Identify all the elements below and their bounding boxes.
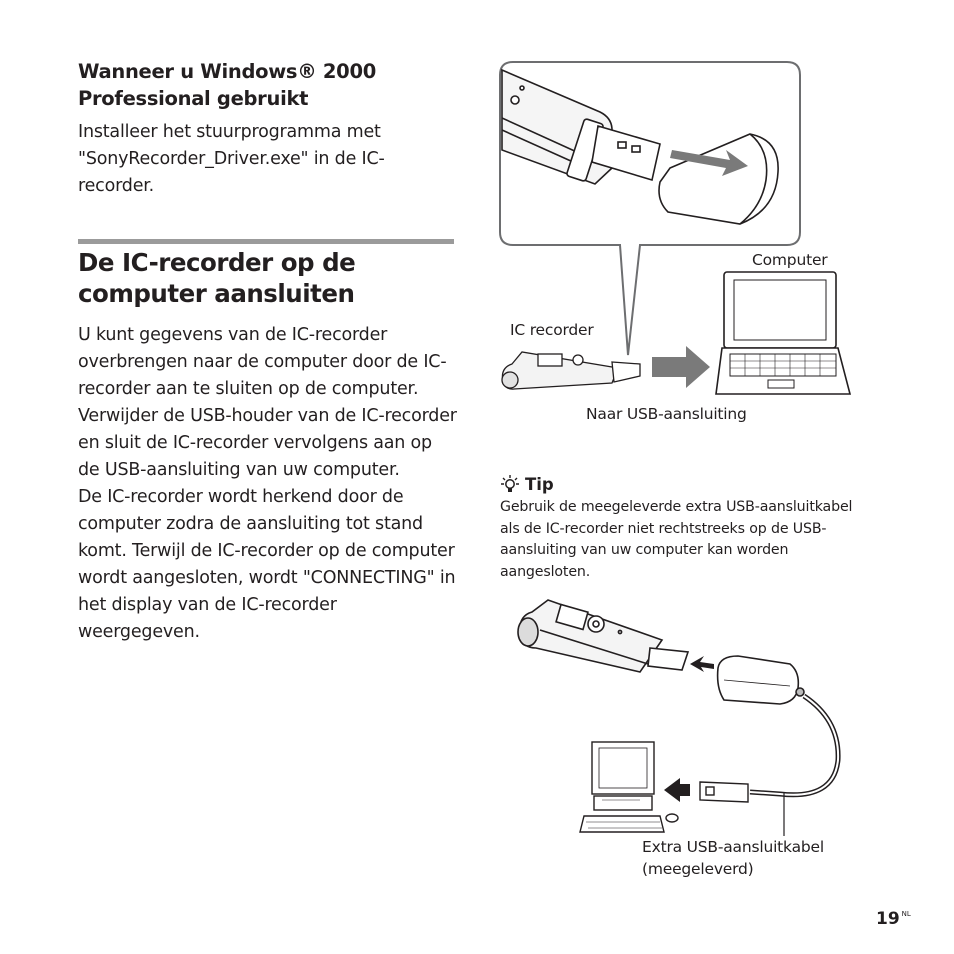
connect-arrow (652, 346, 710, 388)
cable-label-line1: Extra USB-aansluitkabel (642, 838, 824, 856)
recorder-label: IC recorder (510, 321, 594, 339)
install-text: Installeer het stuurprogramma met "SonyRecorder_Driver.exe" in de IC-recorder. (78, 122, 385, 196)
page-number-value: 19 (876, 909, 900, 929)
tip-heading (500, 474, 554, 494)
page-number (876, 909, 911, 929)
recorder-large (518, 600, 688, 672)
body-paragraph: U kunt gegevens van de IC-recorder overbrengen naar de computer door de IC-recorder aan te sluiten op de computer. (78, 325, 447, 399)
usb-arrow-left (664, 778, 690, 802)
lightbulb-icon (500, 474, 520, 494)
subheading: Wanneer u Windows® 2000 Professional gebruikt (78, 60, 376, 110)
computer-label: Computer (752, 251, 828, 269)
body-paragraph: Verwijder de USB-houder van de IC-recorder en sluit de IC-recorder vervolgens aan op de USB-aansluiting van uw computer. (78, 406, 457, 480)
page-title: De IC-recorder op de computer aansluiten (78, 248, 356, 308)
cable-label-line2: (meegeleverd) (642, 860, 754, 878)
language-code: NL (901, 910, 911, 918)
usb-port-label: Naar USB-aansluiting (586, 405, 747, 423)
usb-plug (700, 782, 748, 802)
body-paragraph: De IC-recorder wordt herkend door de computer zodra de aansluiting tot stand komt. Terwijl de IC-recorder op de computer wordt aangesloten, wordt "CONNECTING" in het display van de IC-recorder weergegeven. (78, 487, 456, 642)
tip-text: Gebruik de meegeleverde extra USB-aansluitkabel als de IC-recorder niet rechtstreeks op de USB-aansluiting van uw computer kan worden aangesloten. (500, 499, 853, 580)
cable-connector (718, 656, 804, 704)
usb-cable (750, 696, 838, 795)
desktop-computer-icon (580, 742, 678, 832)
cable-arrow-right (690, 656, 714, 672)
tip-title: Tip (525, 474, 554, 494)
recorder-small (502, 352, 640, 389)
laptop-icon (716, 272, 850, 394)
